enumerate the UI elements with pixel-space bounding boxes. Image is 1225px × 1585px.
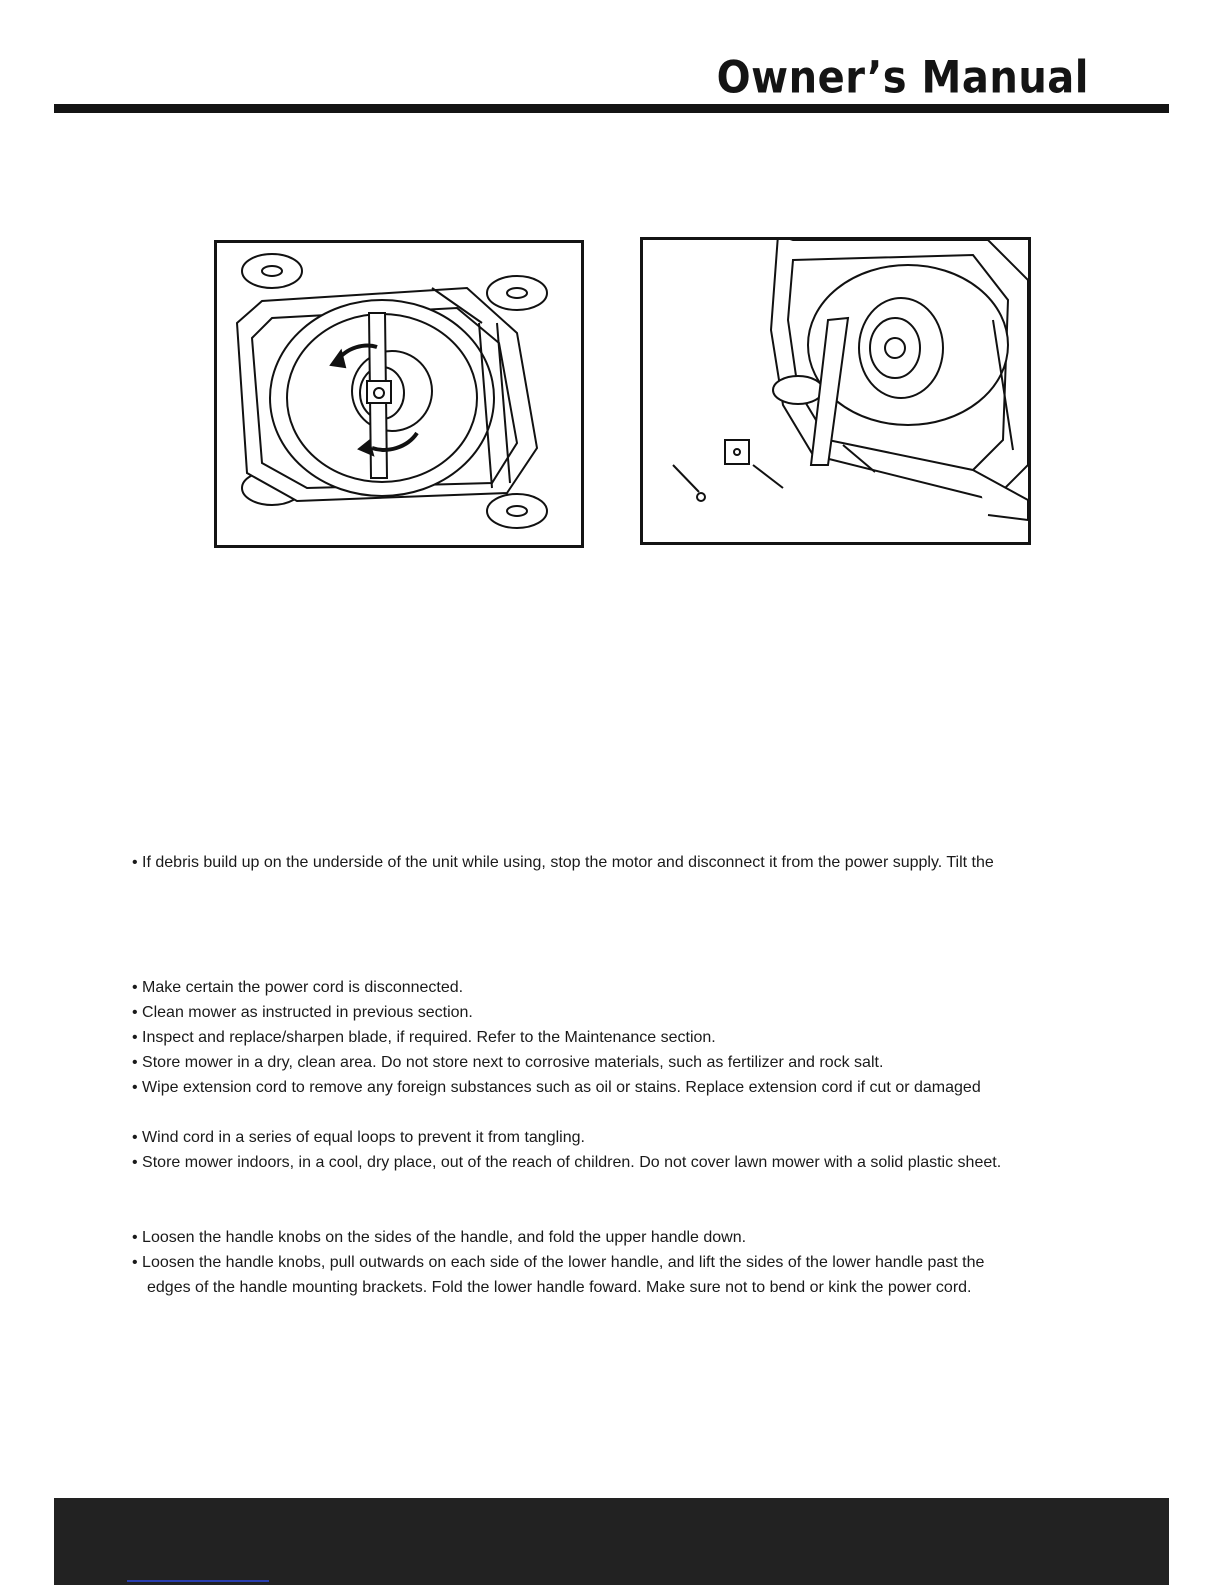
figure-blade-rotation (214, 240, 584, 548)
storage-item: • Make certain the power cord is disconnected. (132, 979, 464, 996)
storage-item: • Wipe extension cord to remove any foreign substances such as oil or stains. Replace extension cord if cut or damaged (132, 1079, 981, 1096)
mower-underside-icon (217, 243, 581, 545)
footer-link-underline (127, 1580, 269, 1582)
storage-section-cont (132, 1125, 1001, 1175)
figure-blade-parts (640, 237, 1031, 545)
storage-section (132, 975, 981, 1100)
folding-item: • Loosen the handle knobs, pull outwards on each side of the lower handle, and lift the sides of the lower handle past the (132, 1254, 985, 1271)
storage-item: • Store mower indoors, in a cool, dry place, out of the reach of children. Do not cover lawn mower with a solid plastic sheet. (132, 1154, 1002, 1171)
header-rule (54, 104, 1169, 113)
blade-disassembly-icon (643, 240, 1028, 542)
folding-item: • Loosen the handle knobs on the sides of the handle, and fold the upper handle down. (132, 1229, 747, 1246)
storage-item: • Wind cord in a series of equal loops to prevent it from tangling. (132, 1129, 585, 1146)
folding-section (132, 1225, 984, 1300)
page-title: Owner’s Manual (716, 52, 1089, 104)
storage-item: • Inspect and replace/sharpen blade, if required. Refer to the Maintenance section. (132, 1029, 716, 1046)
storage-item: • Store mower in a dry, clean area. Do not store next to corrosive materials, such as fertilizer and rock salt. (132, 1054, 884, 1071)
cleaning-item: • If debris build up on the underside of the unit while using, stop the motor and disconnect it from the power supply. Tilt the (132, 854, 994, 871)
cleaning-section (132, 850, 994, 875)
footer-bar (54, 1498, 1169, 1585)
storage-item: • Clean mower as instructed in previous section. (132, 1004, 473, 1021)
folding-item-continued: edges of the handle mounting brackets. Fold the lower handle foward. Make sure not to bend or kink the power cord. (147, 1279, 972, 1296)
